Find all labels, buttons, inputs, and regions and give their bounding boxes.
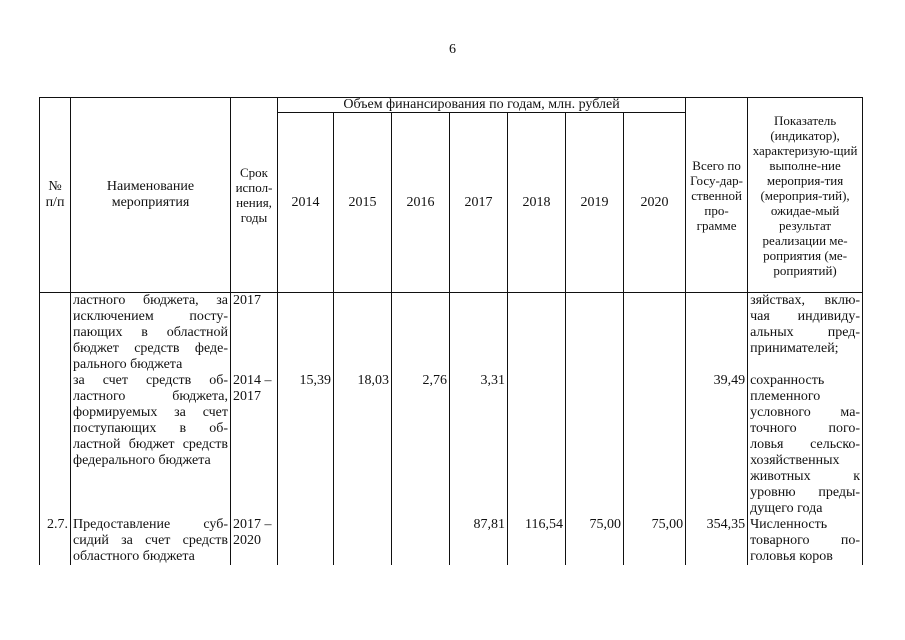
cell-num	[40, 293, 71, 374]
header-year-2018: 2018	[508, 113, 566, 293]
cell-total: 39,49	[686, 373, 748, 517]
header-year-2014: 2014	[278, 113, 334, 293]
cell-term: 2014 – 2017	[231, 373, 278, 517]
cell-total: 354,35	[686, 517, 748, 565]
program-funding-table	[39, 97, 863, 565]
table-row	[40, 373, 863, 517]
header-funding-group: Объем финансирования по годам, млн. рублей	[278, 98, 686, 113]
header-term: Срок испол-нения, годы	[231, 98, 278, 293]
header-year-2015: 2015	[334, 113, 392, 293]
cell-total	[686, 293, 748, 374]
table-row	[40, 517, 863, 565]
cell-value-2020	[624, 293, 686, 374]
cell-value-2020	[624, 373, 686, 517]
cell-indicator: Численность товарного по-головья коров	[748, 517, 863, 565]
cell-value-2019	[566, 293, 624, 374]
cell-value-2014	[278, 517, 334, 565]
cell-value-2018: 116,54	[508, 517, 566, 565]
header-year-2017: 2017	[450, 113, 508, 293]
cell-value-2019	[566, 373, 624, 517]
cell-term: 2017	[231, 293, 278, 374]
cell-value-2014	[278, 293, 334, 374]
cell-value-2016: 2,76	[392, 373, 450, 517]
header-name: Наименование мероприятия	[71, 98, 231, 293]
cell-value-2018	[508, 373, 566, 517]
cell-indicator: сохранность племенного условного ма-точного пого-ловья сельско-хозяйственных животных к уровню преды-дущего года	[748, 373, 863, 517]
cell-term: 2017 – 2020	[231, 517, 278, 565]
cell-value-2018	[508, 293, 566, 374]
header-total: Всего по Госу-дар-ственной про-грамме	[686, 98, 748, 293]
cell-value-2019: 75,00	[566, 517, 624, 565]
cell-value-2015	[334, 293, 392, 374]
cell-indicator: зяйствах, вклю-чая индивиду-альных пред-принимателей;	[748, 293, 863, 374]
table-row	[40, 293, 863, 374]
page-number: 6	[449, 42, 456, 57]
cell-num	[40, 373, 71, 517]
cell-value-2017: 87,81	[450, 517, 508, 565]
cell-value-2014: 15,39	[278, 373, 334, 517]
cell-value-2017: 3,31	[450, 373, 508, 517]
cell-num: 2.7.	[40, 517, 71, 565]
cell-value-2015: 18,03	[334, 373, 392, 517]
cell-value-2016	[392, 293, 450, 374]
header-num: № п/п	[40, 98, 71, 293]
cell-name: за счет средств об-ластного бюджета, формируемых за счет поступающих в об-ластной бюджет средств федерального бюджета	[71, 373, 231, 517]
cell-name: Предоставление суб-сидий за счет средств областного бюджета	[71, 517, 231, 565]
header-year-2016: 2016	[392, 113, 450, 293]
cell-value-2015	[334, 517, 392, 565]
header-year-2019: 2019	[566, 113, 624, 293]
cell-value-2017	[450, 293, 508, 374]
header-indicator: Показатель (индикатор), характеризую-щий выполне-ние мероприя-тия (мероприя-тий), ожидае-мый результат реализации ме-роприятия (ме-роприятий)	[748, 98, 863, 293]
cell-value-2016	[392, 517, 450, 565]
header-year-2020: 2020	[624, 113, 686, 293]
cell-value-2020: 75,00	[624, 517, 686, 565]
cell-name: ластного бюджета, за исключением посту-пающих в областной бюджет средств феде-рального бюджета	[71, 293, 231, 374]
